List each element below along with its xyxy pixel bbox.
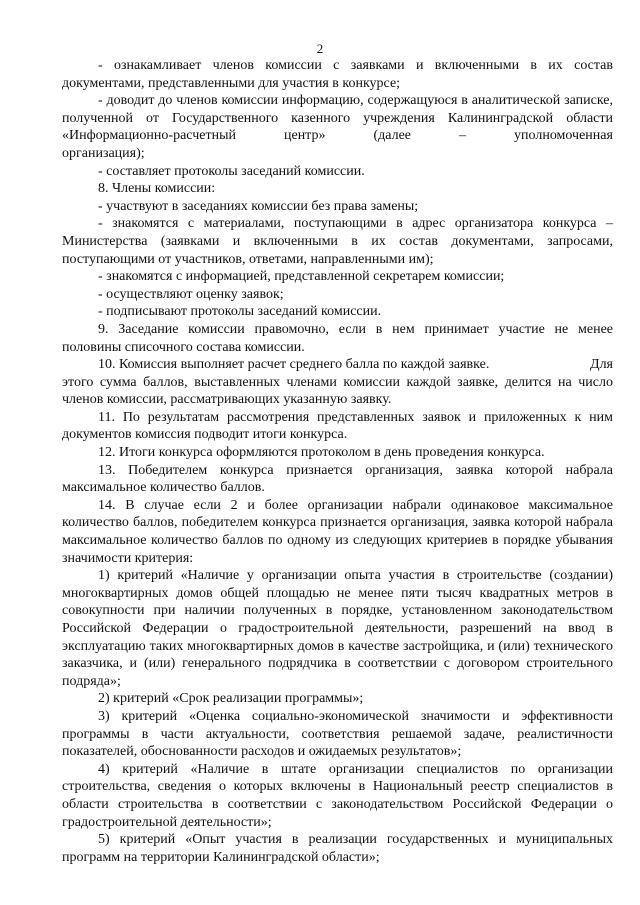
- paragraph-11-first-line: [62, 356, 613, 374]
- line-3-word-5: уполномоченная: [514, 128, 613, 144]
- paragraph-14: 13. Победителем конкурса признается организация, заявка которой набрала максимальное количество баллов.: [62, 462, 613, 496]
- paragraph-10: 9. Заседание комиссии правомочно, если в нем принимает участие не менее половины списочного состава комиссии.: [62, 321, 613, 355]
- line-3-word-2: центр»: [283, 128, 326, 144]
- paragraph-15: 14. В случае если 2 и более организации набрали одинаковое максимальное количество баллов, победителем конкурса признается организация, заявка которой набрала максимальное количество баллов по одному из следующих критериев в порядке убывания значимости критерия:: [62, 497, 613, 566]
- line-3-word-1: «Информационно-расчетный: [62, 128, 236, 144]
- paragraph-1: - ознакамливает членов комиссии с заявками и включенными в их состав документами, представленными для участия в конкурсе;: [62, 58, 613, 91]
- criterion-5: 5) критерий «Опыт участия в реализации государственных и муниципальных программ на территории Калининградской области»;: [62, 832, 613, 865]
- paragraph-7: - знакомятся с информацией, представленной секретарем комиссии;: [98, 269, 505, 285]
- criterion-3: 3) критерий «Оценка социально-экономической значимости и эффективности программы в части актуальности, соответствия решаемой задаче, реалистичности показателей, обоснованности расходов и ожидаемых результатов»;: [62, 708, 613, 760]
- criterion-2: 2) критерий «Срок реализации программы»;: [98, 691, 364, 707]
- paragraph-2-text: - доводит до членов комиссии информацию, содержащуюся в аналитической записке, полученной от Государственного казенного учреждения Калининградской области: [62, 93, 613, 126]
- paragraph-2-line-4: организация);: [62, 145, 145, 161]
- paragraph-5: - участвуют в заседаниях комиссии без права замены;: [98, 198, 419, 214]
- paragraph-12: 11. По результатам рассмотрения представленных заявок и приложенных к ним документов комиссия подводит итоги конкурса.: [62, 409, 613, 443]
- document-body: [62, 57, 613, 866]
- criterion-4: 4) критерий «Наличие в штате организации специалистов по организации строительства, сведения о которых включены в Национальный реестр специалистов в области строительства в соответствии с законодательством Российской Федерации о градостроительной деятельности»;: [62, 761, 613, 830]
- paragraph-13: 12. Итоги конкурса оформляются протоколом в день проведения конкурса.: [98, 445, 545, 461]
- paragraph-11-dlya: Для: [590, 357, 613, 373]
- criterion-1: 1) критерий «Наличие у организации опыта участия в строительстве (создании) многоквартирных домов общей площадью не менее пяти тысяч квадратных метров в совокупности при наличии полученных в порядке, установленном законодательством Российской Федерации о градостроительной деятельности, разрешений на ввод в эксплуатацию таких многоквартирных домов в качестве застройщика, и (или) технического заказчика, и (или) генерального подрядчика в соответствии с договором строительного подряда»;: [62, 568, 613, 689]
- paragraph-9: - подписывают протоколы заседаний комиссии.: [98, 304, 382, 320]
- line-3-word-4: –: [459, 128, 467, 144]
- line-3-word-3: (далее: [373, 128, 412, 144]
- paragraph-3: - составляет протоколы заседаний комиссии.: [98, 163, 365, 179]
- paragraph-2: [62, 92, 613, 162]
- paragraph-4: 8. Члены комиссии:: [98, 181, 216, 197]
- paragraph-11-rest: этого сумма баллов, выставленных членами комиссии каждой заявке, делится на число членов комиссии, рассматривающих указанную заявку.: [62, 374, 613, 408]
- paragraph-11-start: 10. Комиссия выполняет расчет среднего балла по каждой заявке.: [98, 357, 490, 373]
- paragraph-2-line-3: [62, 127, 613, 145]
- paragraph-8: - осуществляют оценку заявок;: [98, 286, 284, 302]
- page-number: 2: [316, 41, 324, 56]
- paragraph-6: - знакомятся с материалами, поступающими в адрес организатора конкурса – Министерства (заявками и включенными в их состав документами, запросами, поступающими от участников, ответами, направленными им);: [62, 216, 613, 267]
